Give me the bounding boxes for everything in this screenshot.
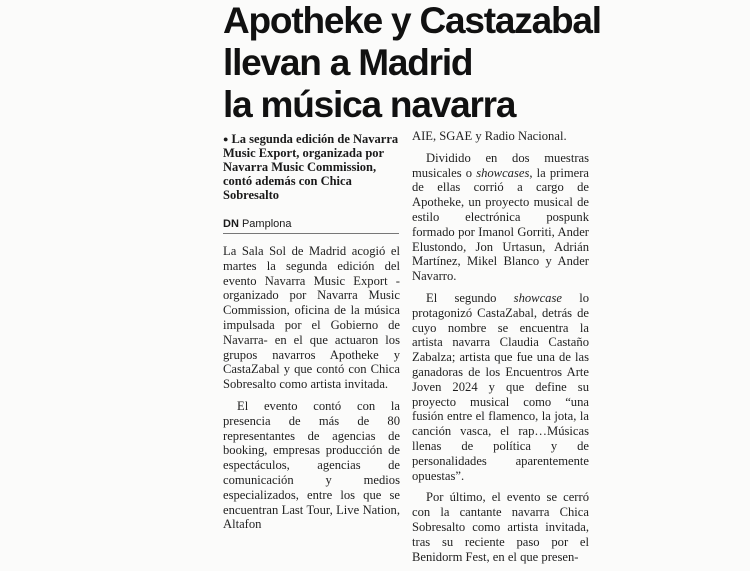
article-column-2 (412, 129, 589, 571)
bullet-icon: ● (223, 134, 229, 144)
emphasis: showcase (513, 290, 562, 305)
paragraph-text: Dividido en dos muestras musicales o (412, 150, 589, 180)
paragraph (412, 151, 589, 284)
byline-divider (223, 233, 399, 234)
byline (223, 218, 403, 230)
paragraph: AIE, SGAE y Radio Nacional. (412, 129, 567, 143)
emphasis: showcases (476, 165, 530, 180)
headline (223, 0, 601, 126)
byline-place: Pamplona (241, 218, 292, 230)
paragraph: Por último, el evento se cerró con la cantante navarra Chica Sobresalto como artista invitada, tras su reciente paso por el Benidorm Fest, en el que presen- (412, 490, 589, 564)
lede-summary (223, 132, 403, 202)
headline-line-1: Apotheke y Castazabal (223, 0, 601, 41)
paragraph: El evento contó con la presencia de más de 80 representantes de agencias de booking, empresas producción de espectáculos, agencias de comunicación y medios especializados, entre los que se encuentran Last Tour, Live Nation, Altafon (223, 398, 400, 532)
paragraph-text: , la primera de ellas corrió a cargo de Apotheke, un proyecto musical de estilo electrónica pospunk formado por Imanol Gorriti, Ander Elustondo, Jon Urtasun, Adrián Martínez, Mikel Blanco y Ander Navarro. (412, 165, 589, 284)
paragraph-text: lo protagonizó CastaZabal, detrás de cuyo nombre se encuentra la artista navarra Claudia Castaño Zabalza; artista que fue una de las ganadoras de los Encuentros Arte Joven 2024 y que define su proyecto musical como “una fusión entre el flamenco, la jota, la canción vasca, el rap…Músicas llenas de política y de personalidades aparentemente opuestas”. (412, 290, 589, 483)
headline-line-2: llevan a Madrid (223, 42, 473, 83)
headline-line-3: la música navarra (223, 84, 516, 125)
paragraph: La Sala Sol de Madrid acogió el martes la segunda edición del evento Navarra Music Export - organizado por Navarra Music Commission, oficina de la música impulsada por el Gobierno de Navarra- en el que actuaron los grupos navarros Apotheke y CastaZabal y que contó con Chica Sobresalto como artista invitada. (223, 244, 400, 392)
article-column-1 (223, 244, 400, 539)
paragraph-text: El segundo (426, 290, 514, 305)
paragraph (412, 291, 589, 483)
lede-text: La segunda edición de Navarra Music Export, organizada por Navarra Music Commission, contó además con Chica Sobresalto (223, 132, 399, 202)
byline-source: DN (223, 218, 239, 230)
